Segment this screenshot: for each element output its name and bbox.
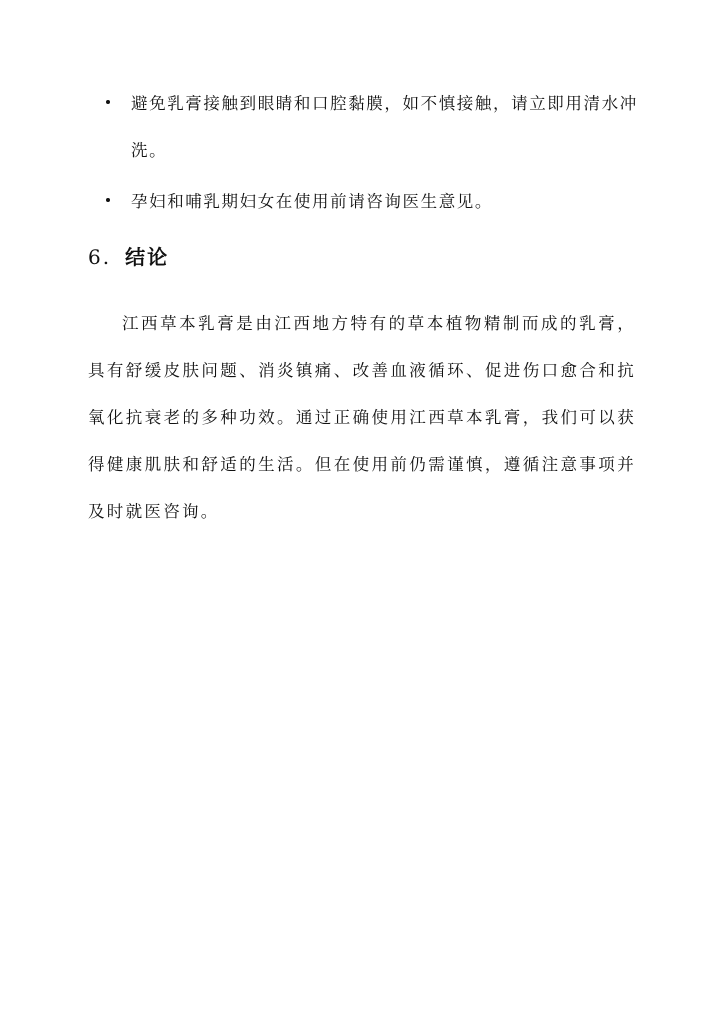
section-heading	[88, 240, 169, 274]
list-item	[104, 80, 644, 174]
precautions-list	[104, 80, 644, 229]
section-title: 结论	[125, 245, 170, 269]
section-number: 6.	[88, 245, 112, 269]
list-item	[104, 178, 644, 225]
bullet-icon	[106, 100, 110, 104]
list-item-text: 避免乳膏接触到眼睛和口腔黏膜，如不慎接触，请立即用清水冲洗。	[131, 94, 638, 160]
conclusion-paragraph: 江西草本乳膏是由江西地方特有的草本植物精制而成的乳膏，具有舒缓皮肤问题、消炎镇痛、改善血液循环、促进伤口愈合和抗氧化抗衰老的多种功效。通过正确使用江西草本乳膏，我们可以获得健康肌肤和舒适的生活。但在使用前仍需谨慎，遵循注意事项并及时就医咨询。	[88, 314, 636, 521]
list-item-text: 孕妇和哺乳期妇女在使用前请咨询医生意见。	[131, 192, 493, 211]
bullet-icon	[106, 198, 110, 202]
